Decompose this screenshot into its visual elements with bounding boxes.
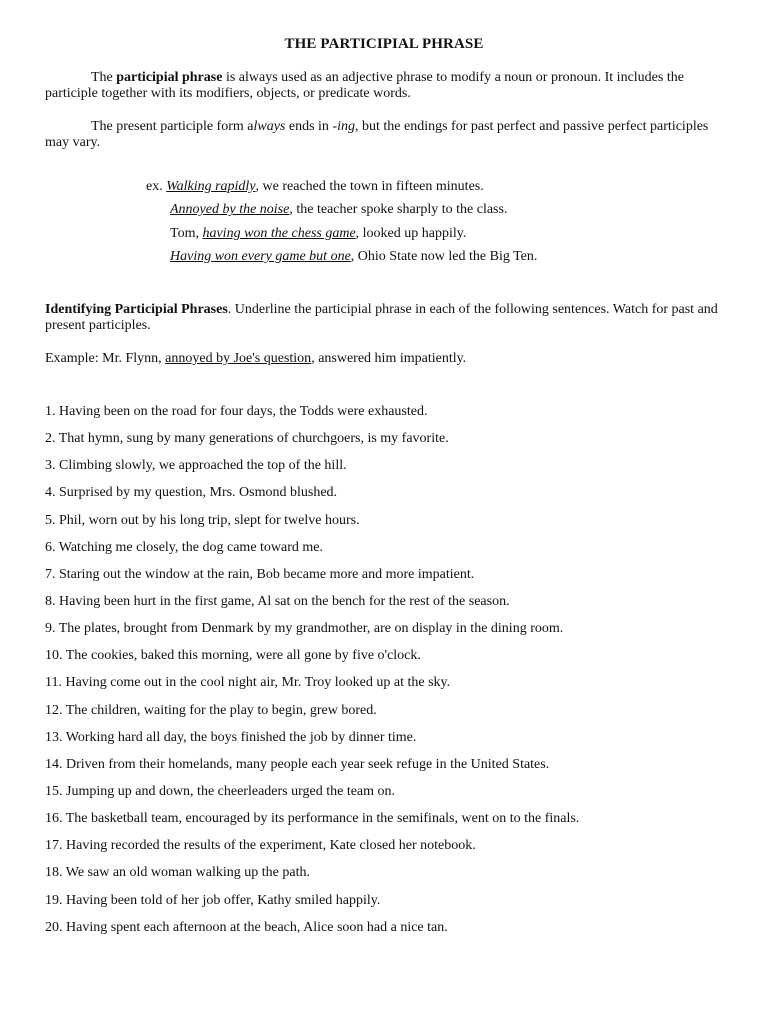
example-suffix: , Ohio State now led the Big Ten. [350,248,538,264]
example-suffix: , we reached the town in fifteen minutes. [255,179,484,194]
example-phrase: Having won every game but one [170,248,351,264]
list-item: 9. The plates, brought from Denmark by my grandmother, are on display in the dining room. [45,621,564,637]
intro-paragraph-1 [45,70,725,102]
example-line [146,226,537,249]
intro-2-pre: The present participle form a [91,119,254,134]
list-item: 16. The basketball team, encouraged by its performance in the semifinals, went on to the finals. [45,811,580,827]
list-item: 1. Having been on the road for four days, the Todds were exhausted. [45,404,428,419]
exercise-instructions [45,302,725,334]
exercise-example [45,351,725,367]
example-line [146,202,537,225]
example-phrase: having won the chess game [202,225,356,241]
example-prefix: ex. [146,179,167,194]
exercise-example-pre: Example: Mr. Flynn, [45,351,166,366]
intro-1-post: is always used as an adjective phrase to modify a noun or pronoun. It includes the participle together with its modifiers, objects, or predicate words. [45,70,684,101]
list-item: 10. The cookies, baked this morning, were all gone by five o'clock. [45,648,421,664]
list-item: 18. We saw an old woman walking up the path. [45,865,310,881]
intro-1-pre: The [91,70,117,85]
example-phrase: Walking rapidly [166,179,256,194]
list-item: 20. Having spent each afternoon at the beach, Alice soon had a nice tan. [45,919,448,935]
page-title: THE PARTICIPIAL PHRASE [284,36,484,52]
exercise-example-phrase: annoyed by Joe's question [165,351,312,366]
list-item: 11. Having come out in the cool night air, Mr. Troy looked up at the sky. [45,675,451,691]
list-item: 8. Having been hurt in the first game, Al sat on the bench for the rest of the season. [45,593,510,609]
list-item: 13. Working hard all day, the boys finished the job by dinner time. [45,729,417,745]
example-suffix: , the teacher spoke sharply to the class. [289,202,508,218]
list-item: 5. Phil, worn out by his long trip, slept for twelve hours. [45,512,360,528]
exercise-instructions-text: . Underline the participial phrase in each of the following sentences. Watch for past and present participles. [45,302,718,333]
intro-2-italic: lways [253,119,286,134]
list-item: 3. Climbing slowly, we approached the top of the hill. [45,458,347,474]
list-item: 4. Surprised by my question, Mrs. Osmond blushed. [45,485,338,501]
intro-2-mid: ends in [285,119,333,134]
list-item: 14. Driven from their homelands, many people each year seek refuge in the United States. [45,756,550,772]
list-item: 17. Having recorded the results of the experiment, Kate closed her notebook. [45,838,476,854]
list-item: 12. The children, waiting for the play to begin, grew bored. [45,702,377,718]
list-item: 7. Staring out the window at the rain, Bob became more and more impatient. [45,566,475,582]
list-item: 2. That hymn, sung by many generations of churchgoers, is my favorite. [45,431,449,447]
list-item: 15. Jumping up and down, the cheerleaders urged the team on. [45,783,396,799]
intro-2-italic-2: -ing [332,119,355,134]
exercise-example-post: , answered him impatiently. [311,351,467,366]
intro-1-term: participial phrase [116,70,223,85]
exercise-heading: Identifying Participial Phrases [45,302,228,317]
example-phrase: Annoyed by the noise [170,202,290,218]
sentence-list [45,404,745,947]
example-prefix: Tom, [170,225,203,241]
examples-block [146,179,537,272]
example-suffix: , looked up happily. [355,225,467,241]
intro-paragraph-2 [45,119,725,151]
intro-2-post: , but the endings for past perfect and passive perfect participles may vary. [45,119,709,150]
example-line [146,249,537,272]
list-item: 6. Watching me closely, the dog came toward me. [45,539,324,555]
list-item: 19. Having been told of her job offer, Kathy smiled happily. [45,892,381,908]
example-line [146,179,537,202]
